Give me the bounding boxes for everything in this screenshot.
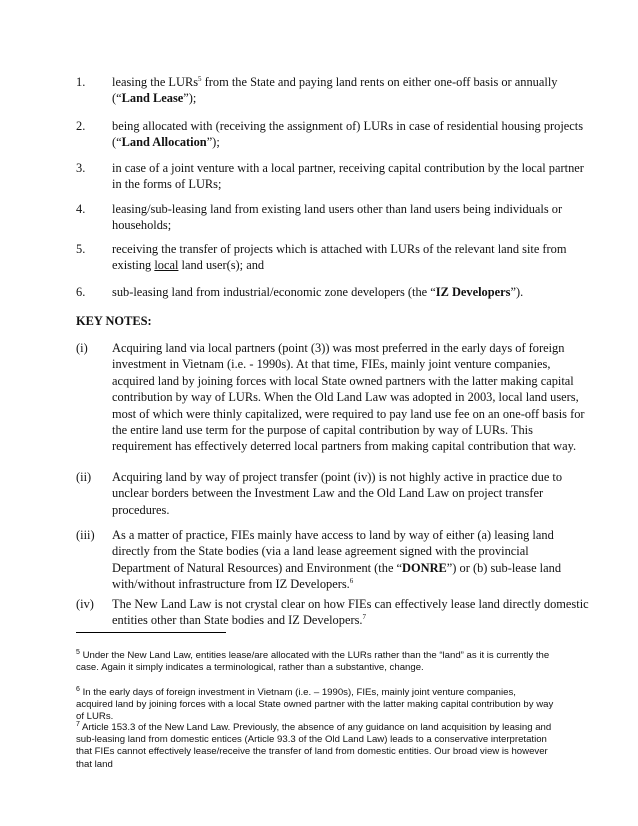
key-note-text — [112, 469, 590, 518]
text-run: leasing the LURs — [112, 75, 199, 89]
key-notes-heading: KEY NOTES: — [76, 314, 152, 328]
text-run: Acquiring land by way of project transfer (point (iv)) is not highly active in practice due to unclear borders between the Investment Law and the Old Land Law on project transfer procedures. — [112, 470, 563, 517]
list-number: 3. — [76, 161, 86, 175]
key-note-number: (iii) — [76, 528, 95, 542]
text-run: land user(s); and — [178, 258, 265, 273]
defined-term: DONRE — [402, 560, 447, 575]
footnote-ref: 5 — [76, 648, 80, 656]
key-note-number: (iv) — [76, 597, 94, 611]
text-run: leasing/sub-leasing land from existing land users other than land users being individuals or households; — [112, 202, 563, 233]
footnote-7 — [76, 722, 554, 771]
list-number: 2. — [76, 119, 86, 133]
text-run: from the State and paying land rents on either one-off basis or annually (“ — [112, 75, 558, 106]
list-text — [112, 241, 590, 274]
list-text — [112, 201, 590, 234]
footnote-6 — [76, 687, 554, 724]
text-run: In the early days of foreign investment in Vietnam (i.e. – 1990s), FIEs, mainly joint venture companies, acquired land by joining forces with a local State owned partner with the latter making capital contribution by way of LURs. — [76, 687, 554, 723]
text-run: As a matter of practice, FIEs mainly have access to land by way of either (a) leasing land directly from the State bodies (via a land lease agreement signed with the provincial Department of Natural Resources) and Environment (the “ — [112, 528, 554, 575]
text-run: receiving the transfer of projects which is attached with LURs of the relevant land site from existing — [112, 242, 567, 273]
underlined-text: local — [154, 258, 179, 273]
footnote-ref: 7 — [362, 613, 366, 622]
list-number: 6. — [76, 285, 86, 299]
footnote-5 — [76, 650, 554, 674]
key-note-text — [112, 527, 590, 593]
defined-term: Land Allocation — [121, 135, 207, 150]
list-text — [112, 74, 590, 107]
text-run: The New Land Law is not crystal clear on how FIEs can effectively lease land directly domestic entities other than State bodies and IZ Developers. — [112, 597, 589, 628]
defined-term: Land Lease — [121, 91, 184, 106]
list-number: 5. — [76, 242, 86, 256]
footnote-ref: 7 — [76, 720, 80, 728]
footnote-ref: 5 — [198, 74, 202, 83]
footnote-ref: 6 — [349, 577, 354, 586]
list-number: 4. — [76, 202, 86, 216]
footnote-separator — [76, 632, 226, 633]
list-text — [112, 118, 590, 151]
list-text — [112, 160, 590, 193]
text-run: Article 153.3 of the New Land Law. Previously, the absence of any guidance on land acquisition by leasing and sub-leasing land from domestic entices (Article 93.3 of the Old Land Law) leads to a conservative interpretation that FIEs cannot effectively lease/receive the transfer of land from domestic entities. Our broad view is however that land — [76, 722, 552, 770]
text-run: sub-leasing land from industrial/economic zone developers (the “ — [112, 285, 436, 299]
text-run: ”). — [510, 285, 524, 299]
key-note-text — [112, 340, 590, 455]
text-run: ”) or (b) sub-lease land with/without infrastructure from IZ Developers. — [112, 560, 562, 592]
footnote-ref: 6 — [76, 685, 80, 693]
text-run: ”); — [206, 135, 220, 150]
list-text — [112, 284, 590, 300]
defined-term: IZ Developers — [435, 285, 511, 299]
key-note-number: (ii) — [76, 470, 92, 484]
text-run: being allocated with (receiving the assignment of) LURs in case of residential housing projects (“ — [112, 119, 584, 150]
key-note-text — [112, 596, 590, 629]
text-run: Under the New Land Law, entities lease/are allocated with the LURs rather than the “land” as it is currently the case. Again it simply indicates a terminological, rather than a substantive, change. — [76, 650, 550, 674]
list-number: 1. — [76, 75, 86, 89]
text-run: ”); — [183, 91, 197, 106]
text-run: in case of a joint venture with a local partner, receiving capital contribution by the local partner in the forms of LURs; — [112, 161, 584, 192]
key-note-number: (i) — [76, 341, 88, 355]
text-run: Acquiring land via local partners (point (3)) was most preferred in the early days of foreign investment in Vietnam (i.e. - 1990s). At that time, FIEs, mainly joint venture companies, acquired land by joining forces with local State owned partners with the latter making capital contribution by way of LURs. When the Old Land Law was adopted in 2003, local land users, most of which were thinly capitalized, were required to pay land use fee on an one-off basis for the entire land use term for the purpose of capital contribution by way of LURs. This requirement has effectively deterred local partners from making capital contribution that way. — [112, 341, 585, 454]
